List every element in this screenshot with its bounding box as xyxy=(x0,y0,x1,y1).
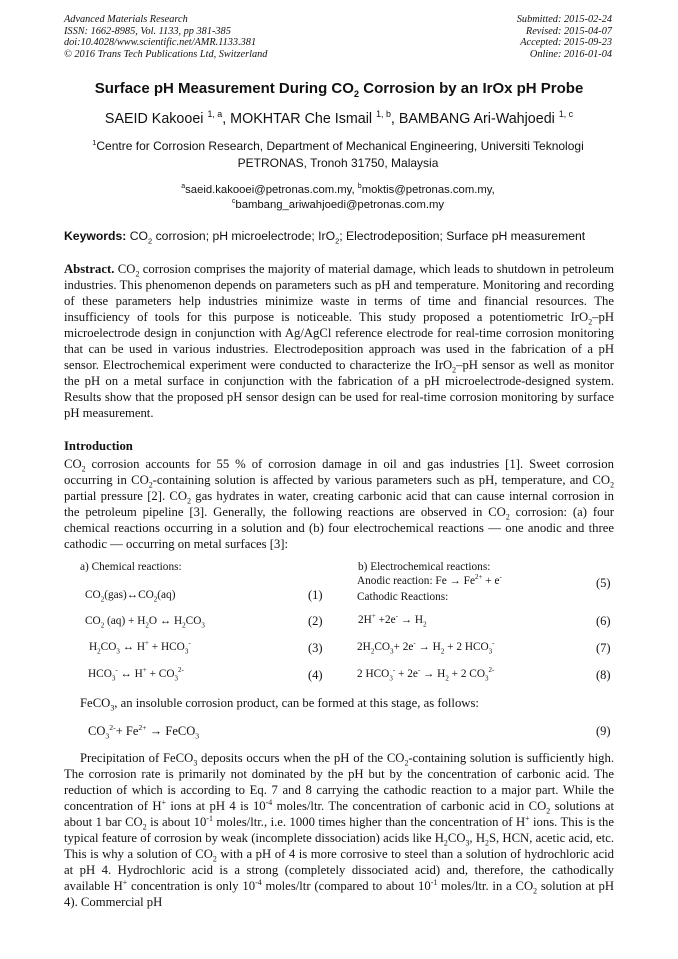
doi-line: doi:10.4028/www.scientific.net/AMR.1133.381 xyxy=(64,37,257,49)
equation-number-9: (9) xyxy=(596,724,611,738)
equation-1: $CO_2(gas)\leftrightarrow CO_2(aq)$ xyxy=(85,589,176,604)
equation-9: $CO_3^{2-}+ Fe^{2+}$ → FeCO$_3$ xyxy=(88,722,200,741)
cathodic-reactions-label: Cathodic Reactions: xyxy=(357,591,449,603)
journal-header-right xyxy=(517,14,612,60)
revised-date: Revised: 2015-04-07 xyxy=(525,25,612,37)
electrochemical-reactions-label: b) Electrochemical reactions: xyxy=(358,561,491,573)
keywords: Keywords: $CO_2$ corrosion; pH microelectrode; IrO$_2$; Electrodeposition; Surface pH measurement xyxy=(64,229,586,246)
equation-number-4: (4) xyxy=(308,668,323,682)
online-date: Online: 2016-01-04 xyxy=(529,48,612,60)
journal-header-left xyxy=(64,14,267,60)
introduction-paragraph: $CO_2$ corrosion accounts for 55 % of corrosion damage in oil and gas industries [1]. Sweet corrosion occurring in $CO_2$-containing solution is affected by various parameters such as pH, temperature, and $CO_2$ partial pressure [2]. $CO_2$ gas hydrates in water, creating carbonic acid that can cause internal corrosion in the petroleum pipeline [3]. Generally, the following reactions are observed in $CO_2$ corrosion: (a) four chemical reactions occurring in a solution and (b) four electrochemical reactions — one anodic and three cathodic — occurring on metal surfaces [3]: xyxy=(64,457,614,551)
author-3: BAMBANG Ari-Wahjoedi $^{1, c}$ xyxy=(398,109,574,127)
author-list xyxy=(0,111,678,127)
equation-7: $2H_2CO_3+ 2e^- \to H_2 + 2$ $HCO_3^-$ xyxy=(357,639,495,656)
author-1: SAEID Kakooei $^{1, a}$, xyxy=(104,109,231,127)
accepted-date: Accepted: 2015-09-23 xyxy=(520,37,612,49)
journal-name: Advanced Materials Research xyxy=(64,14,188,25)
affiliation: $^1$Centre for Corrosion Research, Department of Mechanical Engineering, Universiti Teknologi PETRONAS, Tronoh 31750, Malaysia xyxy=(92,138,584,170)
feco3-sentence: FeCO$_3$, an insoluble corrosion product, can be formed at this stage, as follows: xyxy=(80,696,479,713)
equation-number-5: (5) xyxy=(596,576,611,590)
equation-6: $2H^+ +2e^- \to H_2$ xyxy=(358,612,427,629)
author-2: MOKHTAR Che Ismail $^{1, b}$, xyxy=(230,109,399,127)
abstract: Abstract. $CO_2$ corrosion comprises the majority of material damage, which leads to shutdown in petroleum industries. This phenomenon depends on parameters such as pH and temperature. Monitoring and recording of these parameters help industries minimize waste in terms of time and financial resources. The insufficiency of tools for this purpose is noticeable. This study proposed a potentiometric IrO$_2$–pH microelectrode design in conjunction with Ag/AgCl reference electrode for real-time corrosion monitoring that can be used in various industries. Electrodeposition approach was used in the fabrication of a pH sensor. Electrochemical experiment were conducted to characterize the IrO$_2$–pH sensor as well as monitor the pH on a metal surface in conjunction with the fabrication of a pH microelectrode-designed system. Results show that the proposed pH sensor design can be used for real-time corrosion monitoring by surface pH measurement. xyxy=(64,262,614,420)
equation-3: $H_2CO_3$ ↔ $H^+ + HCO_3^-$ xyxy=(89,639,191,656)
copyright-line: © 2016 Trans Tech Publications Ltd, Switzerland xyxy=(64,48,268,60)
paper-title: Surface pH Measurement During $CO_2$ Corrosion by an IrOx pH Probe xyxy=(94,80,584,99)
issn-line: ISSN: 1662-8985, Vol. 1133, pp 381-385 xyxy=(64,25,231,37)
equation-2: $CO_2$ $(aq) + H_2O$ ↔ $H_2CO_3$ xyxy=(85,615,205,630)
email-a: saeid.kakooei@petronas.com.my, xyxy=(185,184,358,196)
equation-8: 2 $HCO_3^- + 2e^- \to H_2 + 2$ $CO_3^{2-}$ xyxy=(357,666,495,683)
chemical-reactions-label: a) Chemical reactions: xyxy=(80,561,182,573)
equation-number-1: (1) xyxy=(308,588,323,602)
submitted-date: Submitted: 2015-02-24 xyxy=(516,14,612,25)
email-c: bambang_ariwahjoedi@petronas.com.my xyxy=(235,199,445,211)
introduction-heading: Introduction xyxy=(64,439,133,453)
equation-5: Anodic reaction: $Fe \to Fe^{2+} + e^-$ xyxy=(357,573,502,587)
equation-number-2: (2) xyxy=(308,614,323,628)
email-b: moktis@petronas.com.my, xyxy=(361,184,495,196)
equation-number-7: (7) xyxy=(596,641,611,655)
equation-4: $HCO_3^-$ ↔ $H^+ + CO_3^{2-}$ xyxy=(88,666,184,683)
author-emails: $^a$saeid.kakooei@petronas.com.my, $^b$moktis@petronas.com.my, $^c$bambang_ariwahjoedi@petronas.com.my xyxy=(181,183,495,211)
precipitation-paragraph: Precipitation of FeCO$_3$ deposits occurs when the pH of the $CO_2$-containing solution is sufficiently high. The corrosion rate is primarily not dominated by the pH but by the concentration of carbonic acid. The reduction of which is according to Eq. 7 and 8 carrying the cathodic reaction to a major part. While the concentration of H+ ions at pH 4 is $10^{-4}$ moles/ltr. The concentration of carbonic acid in $CO_2$ solutions at about 1 bar $CO_2$ is about $10^{-1}$ moles/ltr., i.e. 1000 times higher than the concentration of H+ ions. This is the typical feature of corrosion by weak (incomplete dissociation) acids like $H_2CO_3$, $H_2S$, HCN, acetic acid, etc. This is why a solution of $CO_2$ with a pH of 4 is more corrosive to steel than a solution of hydrochloric acid at pH 4. Hydrochloric acid is a strong (completely dissociated acid) and, therefore, the cathodically available H+ concentration is only $10^{-4}$ moles/ltr (compared to about $10^{-1}$ moles/ltr. in a $CO_2$ solution at pH 4). Commercial pH xyxy=(64,751,615,909)
equation-number-6: (6) xyxy=(596,614,611,628)
equation-number-8: (8) xyxy=(596,668,611,682)
equation-number-3: (3) xyxy=(308,641,323,655)
